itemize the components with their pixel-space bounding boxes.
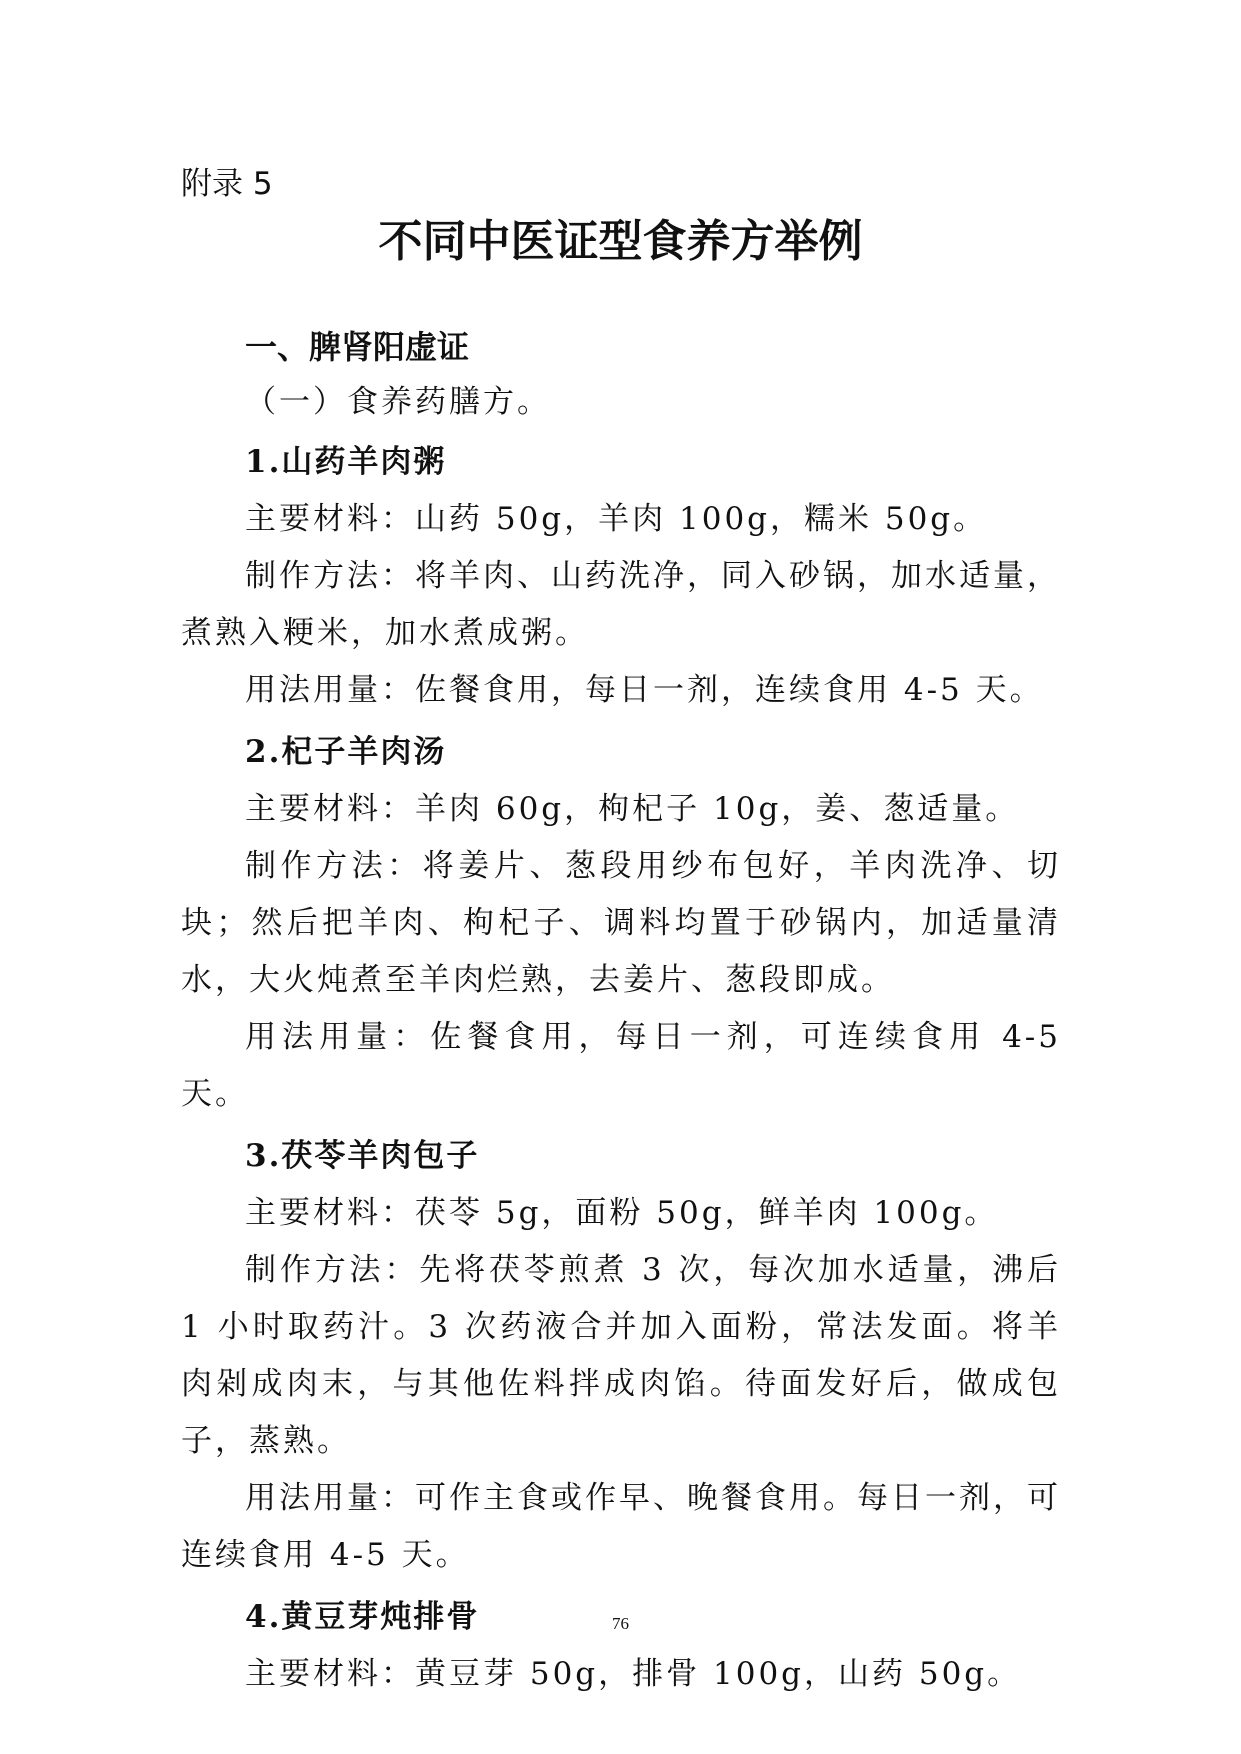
recipe-usage: 用法用量：佐餐食用，每日一剂，连续食用 4-5 天。 xyxy=(245,672,1044,708)
recipe-block xyxy=(181,1127,1061,1584)
recipe-ingredients: 主要材料：黄豆芽 50g，排骨 100g，山药 50g。 xyxy=(245,1656,1022,1692)
recipe-ingredients: 主要材料：羊肉 60g，枸杞子 10g，姜、葱适量。 xyxy=(245,791,1020,827)
recipe-title: 3.茯苓羊肉包子 xyxy=(245,1138,480,1174)
recipe-usage: 用法用量：佐餐食用，每日一剂，可连续食用 4-5 天。 xyxy=(181,1019,1061,1112)
recipe-method: 制作方法：将姜片、葱段用纱布包好，羊肉洗净、切块；然后把羊肉、枸杞子、调料均置于砂锅内，加适量清水，大火炖煮至羊肉烂熟，去姜片、葱段即成。 xyxy=(181,848,1061,998)
recipe-block xyxy=(181,1588,1061,1703)
recipe-method: 制作方法：先将茯苓煎煮 3 次，每次加水适量，沸后 1 小时取药汁。3 次药液合并加入面粉，常法发面。将羊肉剁成肉末，与其他佐料拌成肉馅。待面发好后，做成包子，蒸熟。 xyxy=(181,1252,1061,1459)
section-heading: 一、脾肾阳虚证 xyxy=(245,328,470,366)
recipe-block xyxy=(181,723,1061,1123)
recipe-usage: 用法用量：可作主食或作早、晚餐食用。每日一剂，可连续食用 4-5 天。 xyxy=(181,1480,1061,1573)
page-title: 不同中医证型食养方举例 xyxy=(378,216,863,267)
recipe-ingredients: 主要材料：茯苓 5g，面粉 50g，鲜羊肉 100g。 xyxy=(245,1195,999,1231)
recipe-title: 4.黄豆芽炖排骨 xyxy=(245,1599,480,1635)
recipe-method: 制作方法：将羊肉、山药洗净，同入砂锅，加水适量，煮熟入粳米，加水煮成粥。 xyxy=(181,558,1061,651)
subsection-heading: （一）食养药膳方。 xyxy=(245,384,551,420)
recipe-block xyxy=(181,433,1061,719)
recipe-title: 1.山药羊肉粥 xyxy=(245,444,447,480)
recipe-title: 2.杞子羊肉汤 xyxy=(245,734,447,770)
appendix-label: 附录 5 xyxy=(181,166,273,202)
recipe-ingredients: 主要材料：山药 50g，羊肉 100g，糯米 50g。 xyxy=(245,501,988,537)
document-body xyxy=(181,319,1061,1703)
page-number: 76 xyxy=(612,1614,629,1633)
